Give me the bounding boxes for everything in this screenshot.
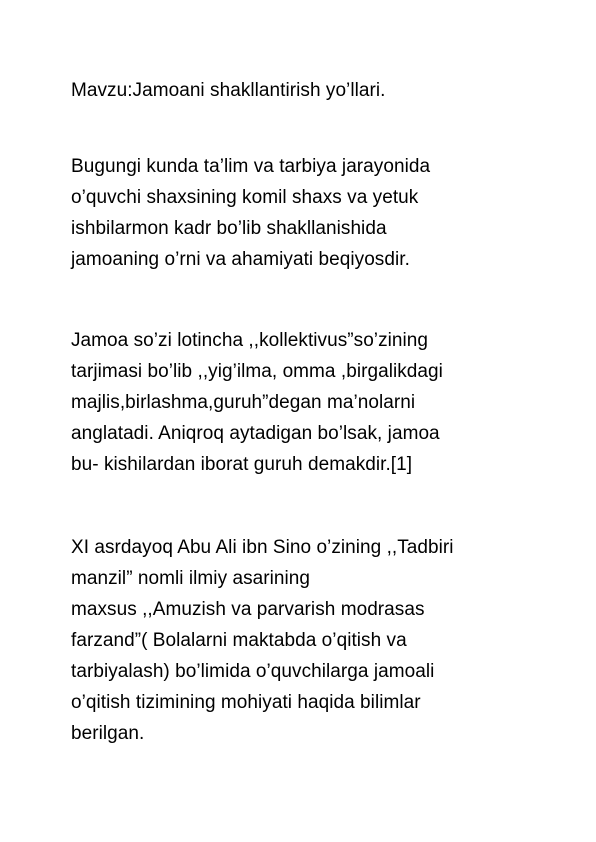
paragraph-line: ishbilarmon kadr bo’lib shakllanishida (71, 218, 387, 239)
paragraph-line: anglatadi. Aniqroq aytadigan bo’lsak, jamoa (71, 423, 440, 444)
paragraph-line: majlis,birlashma,guruh”degan ma’nolarni (71, 392, 416, 413)
title-line: Mavzu:Jamoani shakllantirish yo’llari. (71, 80, 386, 101)
paragraph-line: farzand”( Bolalarni maktabda o’qitish va (71, 630, 407, 651)
paragraph-line: berilgan. (71, 723, 145, 744)
paragraph-line: tarbiyalash) bo’limida o’quvchilarga jamoali (71, 661, 435, 682)
paragraph-line: jamoaning o’rni va ahamiyati beqiyosdir. (71, 249, 410, 270)
paragraph-line: Jamoa so’zi lotincha ,,kollektivus”so’zining (71, 330, 429, 351)
paragraph-line: tarjimasi bo’lib ,,yig’ilma, omma ,birgalikdagi (71, 361, 443, 382)
document-title (71, 75, 541, 106)
paragraph-line: XI asrdayoq Abu Ali ibn Sino o’zining ,,Tadbiri (71, 537, 454, 558)
paragraph-line: bu- kishilardan iborat guruh demakdir.[1] (71, 454, 413, 475)
paragraph-line: o’qitish tizimining mohiyati haqida bilimlar (71, 692, 421, 713)
paragraph-2 (71, 325, 541, 480)
paragraph-line: maxsus ,,Amuzish va parvarish modrasas (71, 599, 425, 620)
paragraph-line: o’quvchi shaxsining komil shaxs va yetuk (71, 187, 419, 208)
paragraph-3 (71, 532, 541, 749)
paragraph-line: manzil” nomli ilmiy asarining (71, 568, 311, 589)
paragraph-1 (71, 151, 541, 275)
paragraph-line: Bugungi kunda ta’lim va tarbiya jarayonida (71, 156, 431, 177)
